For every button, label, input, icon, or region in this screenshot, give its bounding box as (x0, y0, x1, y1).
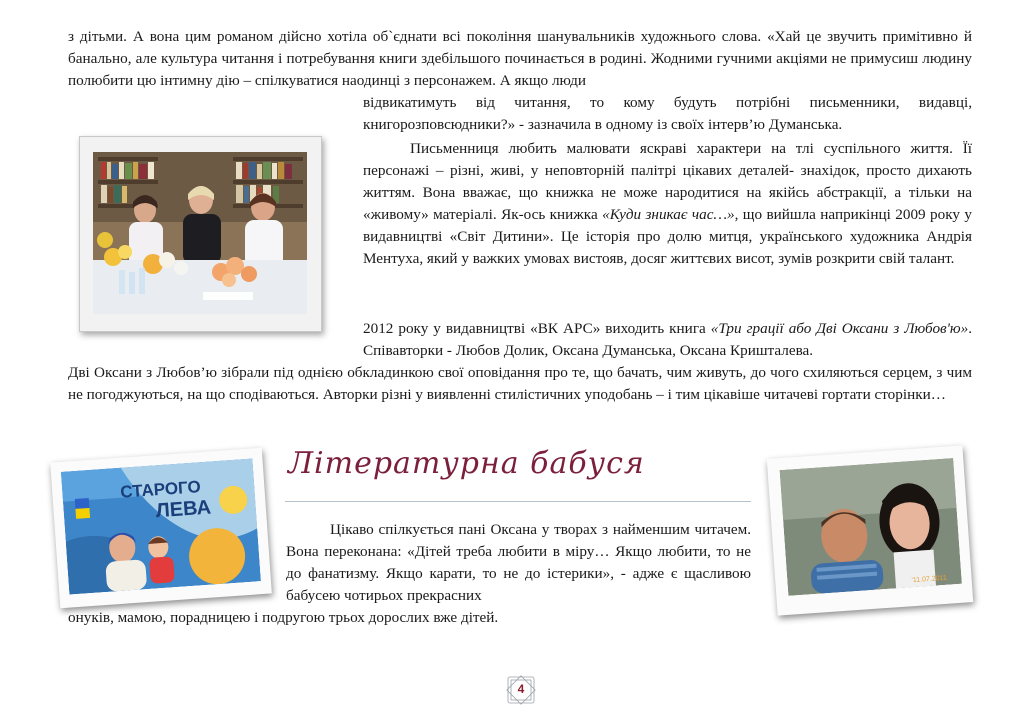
couple-photo-illustration (780, 458, 962, 596)
book-title-kudy-znykaie-chas: «Куди зникає час…» (602, 206, 735, 223)
banner-text-leva: ЛЕВА (155, 496, 212, 523)
grandmother-photo-illustration (61, 458, 261, 594)
section-heading: Літературна бабуся (288, 446, 645, 481)
paragraph-grandmother-text: Цікаво спілкується пані Оксана у творах з найменшим читачем. Вона переконана: «Дітей треба любити в міру… Якщо любити, то не до фанатизму. Якщо карати, то не до істерики», - адже є щасливою бабусею чотирьох прекрасних (286, 521, 751, 604)
paragraph-2012-book-continued (68, 362, 972, 406)
paragraph-characters-text: Письменниця любить малювати яскраві характери на тлі суспільного життя. Її персонажі – різні, живі, у неповторній палітрі цікавих деталей- знахідок, просто дихають життям. Вона вважає, що книжка не може народитися на якійсь абстракції, а тільки на «живому» матеріалі. Як-ось книжка (363, 140, 972, 223)
page-number-badge (504, 674, 538, 706)
photo-frame-grandmother (50, 448, 272, 608)
paragraph-characters-text-rest: , що вийшла наприкінці 2009 року у видавництві «Світ Дитини». Це історія про долю митця, українського художника Андрія Ментуха, який у важких умовах вистояв, досяг життєвих висот, зумів розкрити свій талант. (363, 206, 972, 267)
photo-frame-couple (767, 445, 973, 615)
paragraph-intro-continued (363, 92, 972, 136)
photo-date-stamp: '11.07.2011 (911, 574, 948, 585)
photo-authors-presentation (93, 152, 307, 314)
heading-divider (285, 501, 751, 502)
paragraph-2012-book-continued-text: Дві Оксани з Любов’ю зібрали під однією обкладинкою свої оповідання про те, що бачать, чим живуть, до чого схиляються серцем, з чим не погоджуються, на що сподіваються. Авторки різні у виявленні стилістичних уподобань – і тим цікавіше читачеві гортати сторінки… (68, 364, 972, 403)
photo-frame-authors (79, 136, 322, 332)
authors-photo-illustration (93, 152, 307, 314)
paragraph-2012-book-coauthors: . Співавторки - Любов Долик, Оксана Думанська, Оксана Кришталева. (363, 320, 972, 359)
paragraph-characters (363, 138, 972, 270)
paragraph-intro-text: з дітьми. А вона цим романом дійсно хотіла об`єднати всі покоління шанувальників художнього слова. «Хай це звучить примітивно й банально, але культура читання і потребування книги здебільшого починається в родині. Жодними гучними акціями не примусиш людину полюбити цю інтимну дію – спілкуватися наодинці з персонажем. А якщо люди (68, 28, 972, 89)
paragraph-intro (68, 26, 972, 92)
paragraph-2012-book (363, 318, 972, 362)
page-number: 4 (517, 682, 525, 696)
paragraph-grandmother-continued-text: онуків, мамою, порадницею і подругою трьох дорослих вже дітей. (68, 609, 499, 626)
photo-grandmother-with-child (61, 458, 261, 594)
paragraph-grandmother (286, 519, 751, 607)
banner-text-starogo: СТАРОГО (119, 477, 202, 502)
photo-couple (780, 458, 962, 596)
paragraph-intro-continued-text: відвикатимуть від читання, то кому будуть потрібні письменники, видавці, книгорозповсюдники?» - зазначила в одному із своїх інтерв’ю Думанська. (363, 94, 972, 133)
book-title-try-gratsii: «Три грації або Дві Оксани з Любов'ю» (710, 320, 969, 337)
paragraph-2012-book-text: 2012 року у видавництві «ВК АРС» виходить книга (363, 320, 711, 337)
